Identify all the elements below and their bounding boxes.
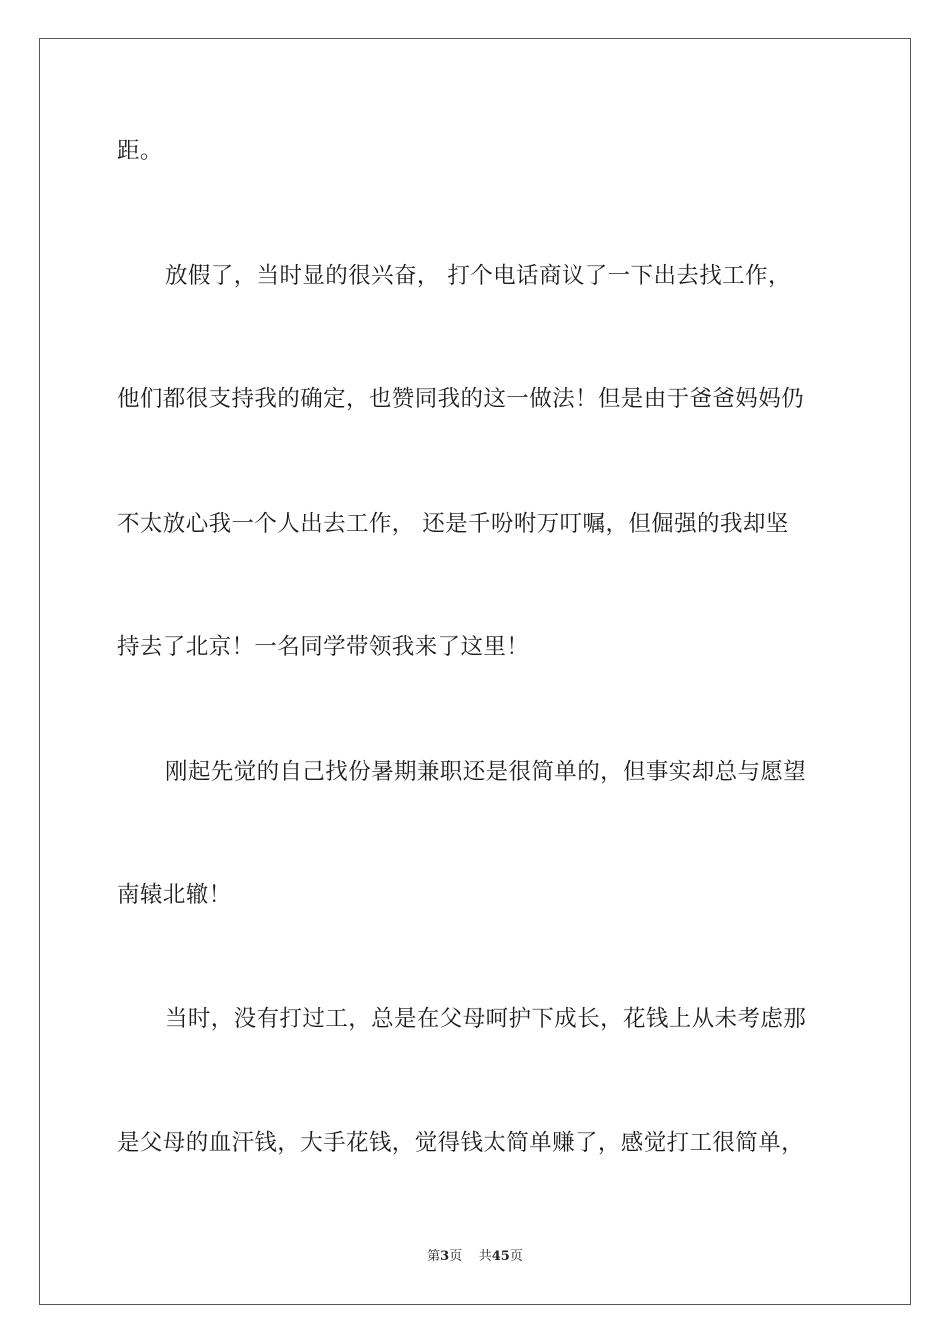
page-prefix: 第	[427, 1249, 441, 1264]
text-line: 刚起先觉的自己找份暑期兼职还是很简单的，但事实却总与愿望	[165, 759, 807, 785]
text-line: 距。	[117, 138, 163, 164]
page-border	[39, 38, 911, 1305]
text-line: 不太放心我一个人出去工作， 还是千吩咐万叮嘱，但倔强的我却坚	[117, 511, 789, 537]
text-line: 持去了北京！一名同学带领我来了这里！	[117, 634, 530, 660]
text-line: 他们都很支持我的确定，也赞同我的这一做法！但是由于爸爸妈妈仍	[117, 386, 805, 412]
total-suffix: 页	[509, 1249, 523, 1264]
text-line: 是父母的血汗钱，大手花钱，觉得钱太简单赚了，感觉打工很简单，	[117, 1130, 805, 1156]
total-pages: 45	[491, 1249, 510, 1264]
text-line: 南辕北辙！	[117, 882, 232, 908]
total-prefix: 共	[478, 1249, 492, 1264]
page-footer	[0, 1248, 950, 1266]
text-line: 放假了，当时显的很兴奋， 打个电话商议了一下出去找工作，	[165, 263, 791, 289]
page-number: 3	[440, 1249, 450, 1264]
text-line: 当时，没有打过工，总是在父母呵护下成长，花钱上从未考虑那	[165, 1006, 807, 1032]
page-suffix: 页	[449, 1249, 463, 1264]
